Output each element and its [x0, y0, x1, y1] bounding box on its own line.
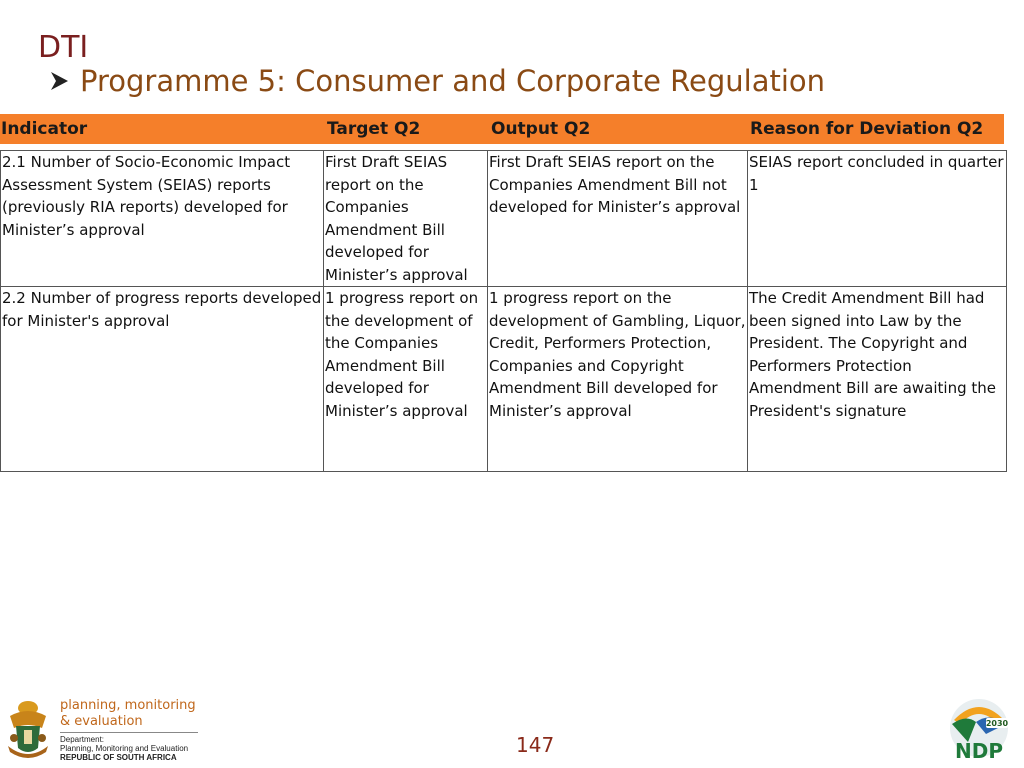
ndp-2030-logo	[946, 698, 1012, 762]
coat-of-arms-icon	[4, 698, 52, 762]
table-header-row	[0, 114, 1004, 144]
dpme-logo-text	[60, 698, 198, 762]
dpme-logo	[4, 698, 204, 764]
slide-title: DTI	[38, 30, 89, 65]
department-label: Department:	[60, 735, 105, 744]
header-reason-deviation-q2: Reason for Deviation Q2	[750, 119, 984, 139]
reason-cell: The Credit Amendment Bill had been signed into Law by the President. The Copyright and Performers Protection Amendment Bill are awaiting the President's signature	[748, 287, 1007, 472]
header-target-q2: Target Q2	[327, 119, 421, 139]
subtitle-row	[48, 62, 825, 100]
table-row	[1, 287, 1007, 472]
output-cell: First Draft SEIAS report on the Companies Amendment Bill not developed for Minister’s approval	[488, 151, 748, 287]
slide-subtitle: Programme 5: Consumer and Corporate Regulation	[80, 64, 826, 98]
page-number: 147	[516, 733, 555, 757]
logo-line2: & evaluation	[60, 714, 143, 729]
logo-line1: planning, monitoring	[60, 698, 196, 713]
logo-divider	[60, 732, 198, 733]
target-cell: First Draft SEIAS report on the Companies Amendment Bill developed for Minister’s approval	[324, 151, 488, 287]
arrowhead-bullet-icon	[48, 70, 70, 92]
country-label: REPUBLIC OF SOUTH AFRICA	[60, 753, 177, 762]
header-output-q2: Output Q2	[491, 119, 591, 139]
header-indicator: Indicator	[1, 119, 88, 139]
department-name: Planning, Monitoring and Evaluation	[60, 744, 189, 753]
indicator-table	[0, 150, 1007, 472]
indicator-cell: 2.1 Number of Socio-Economic Impact Assessment System (SEIAS) reports (previously RIA reports) developed for Minister’s approval	[1, 151, 324, 287]
table-row	[1, 151, 1007, 287]
indicator-cell: 2.2 Number of progress reports developed for Minister's approval	[1, 287, 324, 472]
target-cell: 1 progress report on the development of the Companies Amendment Bill developed for Minister’s approval	[324, 287, 488, 472]
ndp-year: 2030	[985, 719, 1009, 728]
reason-cell: SEIAS report concluded in quarter 1	[748, 151, 1007, 287]
output-cell: 1 progress report on the development of Gambling, Liquor, Credit, Performers Protection, Companies and Copyright Amendment Bill developed for Minister’s approval	[488, 287, 748, 472]
ndp-text: NDP	[955, 739, 1003, 762]
